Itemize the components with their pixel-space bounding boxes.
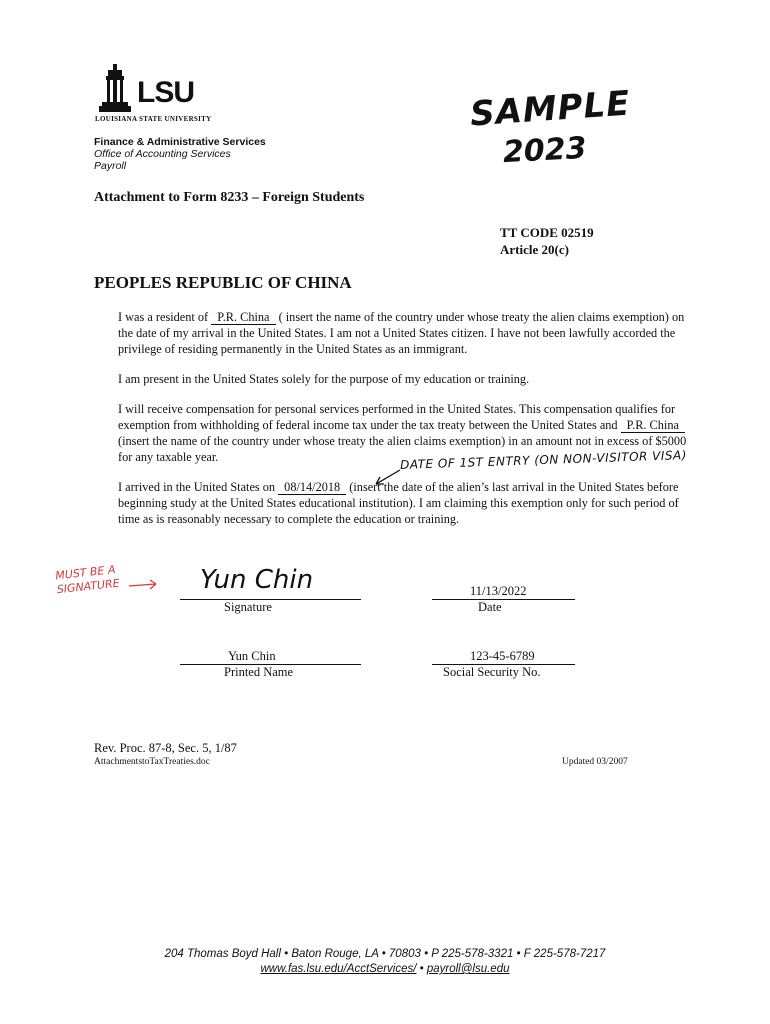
signature-label: Signature [224,600,272,614]
arrival-date: 08/14/2018 [278,480,346,495]
paragraph-arrival: I arrived in the United States on 08/14/2018 (insert the date of the alien’s last arrival in the United States before beginning study at the United States educational institution). I am claiming this exemption only for such period of time as is reasonably necessary to complete the education or training. [118,480,679,526]
ssn-label: Social Security No. [443,665,541,679]
date-value: 11/13/2022 [470,584,527,598]
country-heading: PEOPLES REPUBLIC OF CHINA [94,273,352,292]
sample-year: 2023 [502,130,588,171]
article: Article 20(c) [500,242,569,257]
residency-country: P.R. China [211,310,275,325]
logo-text: LSU [137,76,194,109]
dept-line-3: Payroll [94,160,127,172]
form-title: Attachment to Form 8233 – Foreign Students [94,190,365,205]
dept-line-2: Office of Accounting Services [94,148,231,160]
treaty-country: P.R. China [621,418,685,433]
paragraph-residency: I was a resident of P.R. China ( insert the name of the country under whose treaty the alien claims exemption) on the date of my arrival in the United States. I am not a United States citizen. I have not been lawfully accorded the privilege of residing permanently in the United States as an immigrant. [118,310,685,356]
handwritten-entry-note: DATE OF 1ST ENTRY (ON NON-VISITOR VISA) [399,447,688,473]
footer-address: 204 Thomas Boyd Hall • Baton Rouge, LA • 70803 • P 225-578-3321 • F 225-578-7217 [164,948,606,960]
footer-email-link[interactable]: payroll@lsu.edu [426,963,510,975]
printed-name-value: Yun Chin [228,649,276,663]
university-name: LOUISIANA STATE UNIVERSITY [95,115,212,123]
paragraph-compensation: I will receive compensation for personal services performed in the United States. This compensation qualifies for exemption from withholding of federal income tax under the tax treaty between the United States and P.R. China (insert the name of the country under whose treaty the alien claims exemption) in an amount not in excess of $5000 for any taxable year. [118,402,687,464]
memorial-tower-icon [94,62,138,114]
paragraph-purpose: I am present in the United States solely for the purpose of my education or training. [118,372,530,386]
footer: 204 Thomas Boyd Hall • Baton Rouge, LA • 70803 • P 225-578-3321 • F 225-578-7217 www.fas.lsu.edu/AcctServices/ • payroll@lsu.edu [0,947,770,977]
department-block [94,136,266,172]
printed-name-label: Printed Name [224,665,294,679]
rev-proc: Rev. Proc. 87-8, Sec. 5, 1/87 [94,741,237,755]
ssn-value: 123-45-6789 [470,649,535,663]
red-arrow-icon [128,578,160,592]
sample-stamp: SAMPLE [468,83,632,135]
filename: AttachmentstoTaxTreaties.doc [94,757,210,767]
handwritten-signature: Yun Chin [200,565,314,595]
dept-line-1: Finance & Administrative Services [94,136,266,148]
footer-web-link[interactable]: www.fas.lsu.edu/AcctServices/ [260,963,417,975]
date-label: Date [478,600,502,614]
tt-code: TT CODE 02519 [500,225,594,240]
tt-code-block [500,224,594,258]
handwritten-signature-note: MUST BE A SIGNATURE [54,563,121,597]
updated-date: Updated 03/2007 [562,757,628,767]
date-line [432,598,575,600]
